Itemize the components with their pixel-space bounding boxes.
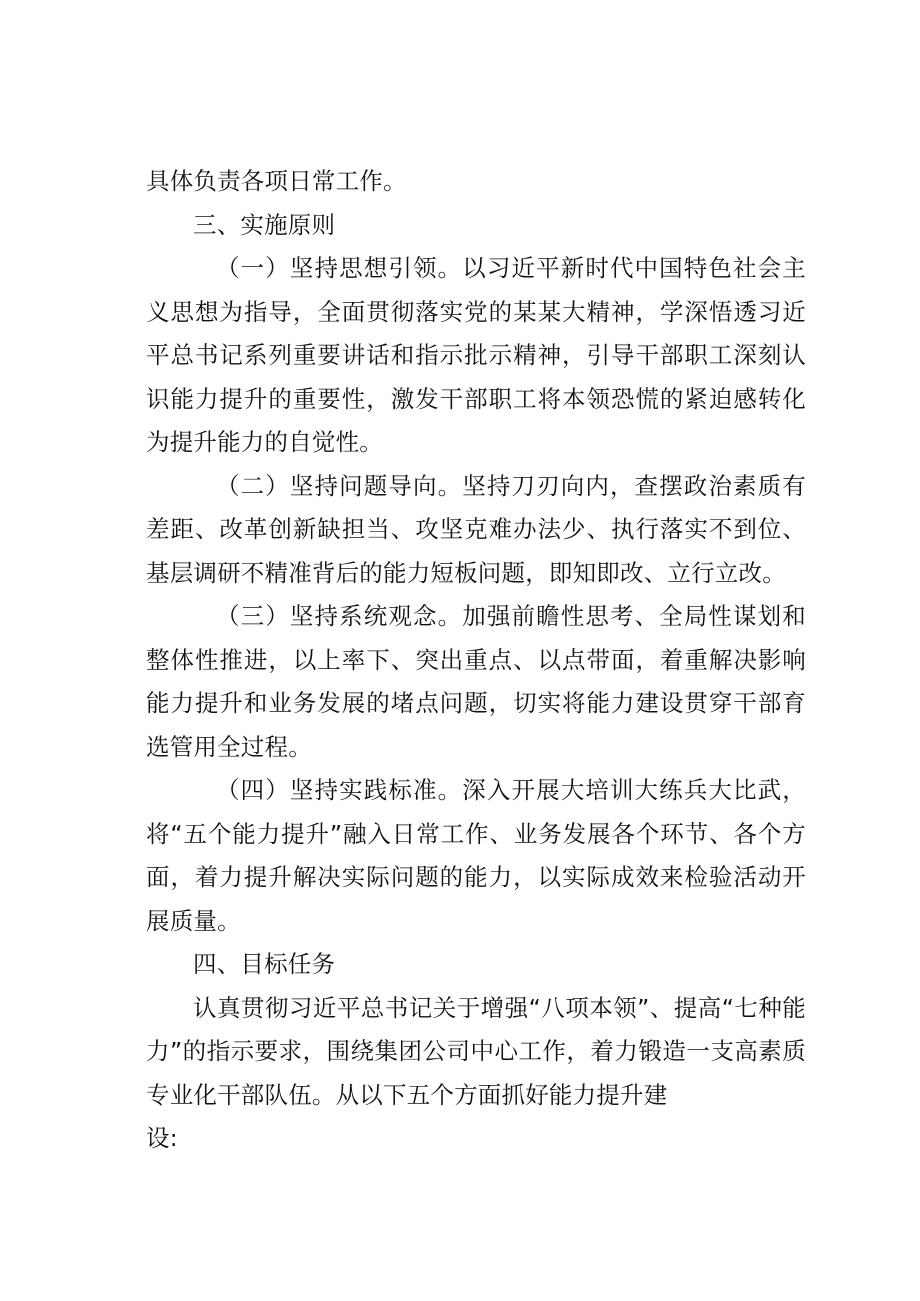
goals-paragraph-tail: 设: — [146, 1124, 178, 1152]
principle-item-4: （四）坚持实践标准。深入开展大培训大练兵大比武，将“五个能力提升”融入日常工作、业务发展各个环节、各个方面，着力提升解决实际问题的能力，以实际成效来检验活动开展质量。 — [146, 776, 806, 935]
paragraph-continuation: 具体负责各项日常工作。 — [146, 167, 407, 195]
section-heading-principles: 三、实施原则 — [193, 210, 336, 239]
principle-item-1: （一）坚持思想引领。以习近平新时代中国特色社会主义思想为指导，全面贯彻落实党的某某大精神，学深悟透习近平总书记系列重要讲话和指示批示精神，引导干部职工深刻认识能力提升的重要性，激发干部职工将本领恐慌的紧迫感转化为提升能力的自觉性。 — [146, 254, 806, 456]
section-heading-goals: 四、目标任务 — [193, 950, 336, 978]
document-body — [146, 160, 806, 1161]
principle-item-3: （三）坚持系统观念。加强前瞻性思考、全局性谋划和整体性推进，以上率下、突出重点、以点带面，着重解决影响能力提升和业务发展的堵点问题，切实将能力建设贯穿干部育选管用全过程。 — [146, 602, 806, 761]
goals-paragraph: 认真贯彻习近平总书记关于增强“八项本领”、提高“七种能力”的指示要求，围绕集团公司中心工作，着力锻造一支高素质专业化干部队伍。从以下五个方面抓好能力提升建 — [146, 993, 806, 1109]
principle-item-2: （二）坚持问题导向。坚持刀刃向内，查摆政治素质有差距、改革创新缺担当、攻坚克难办法少、执行落实不到位、基层调研不精准背后的能力短板问题，即知即改、立行立改。 — [146, 471, 806, 587]
